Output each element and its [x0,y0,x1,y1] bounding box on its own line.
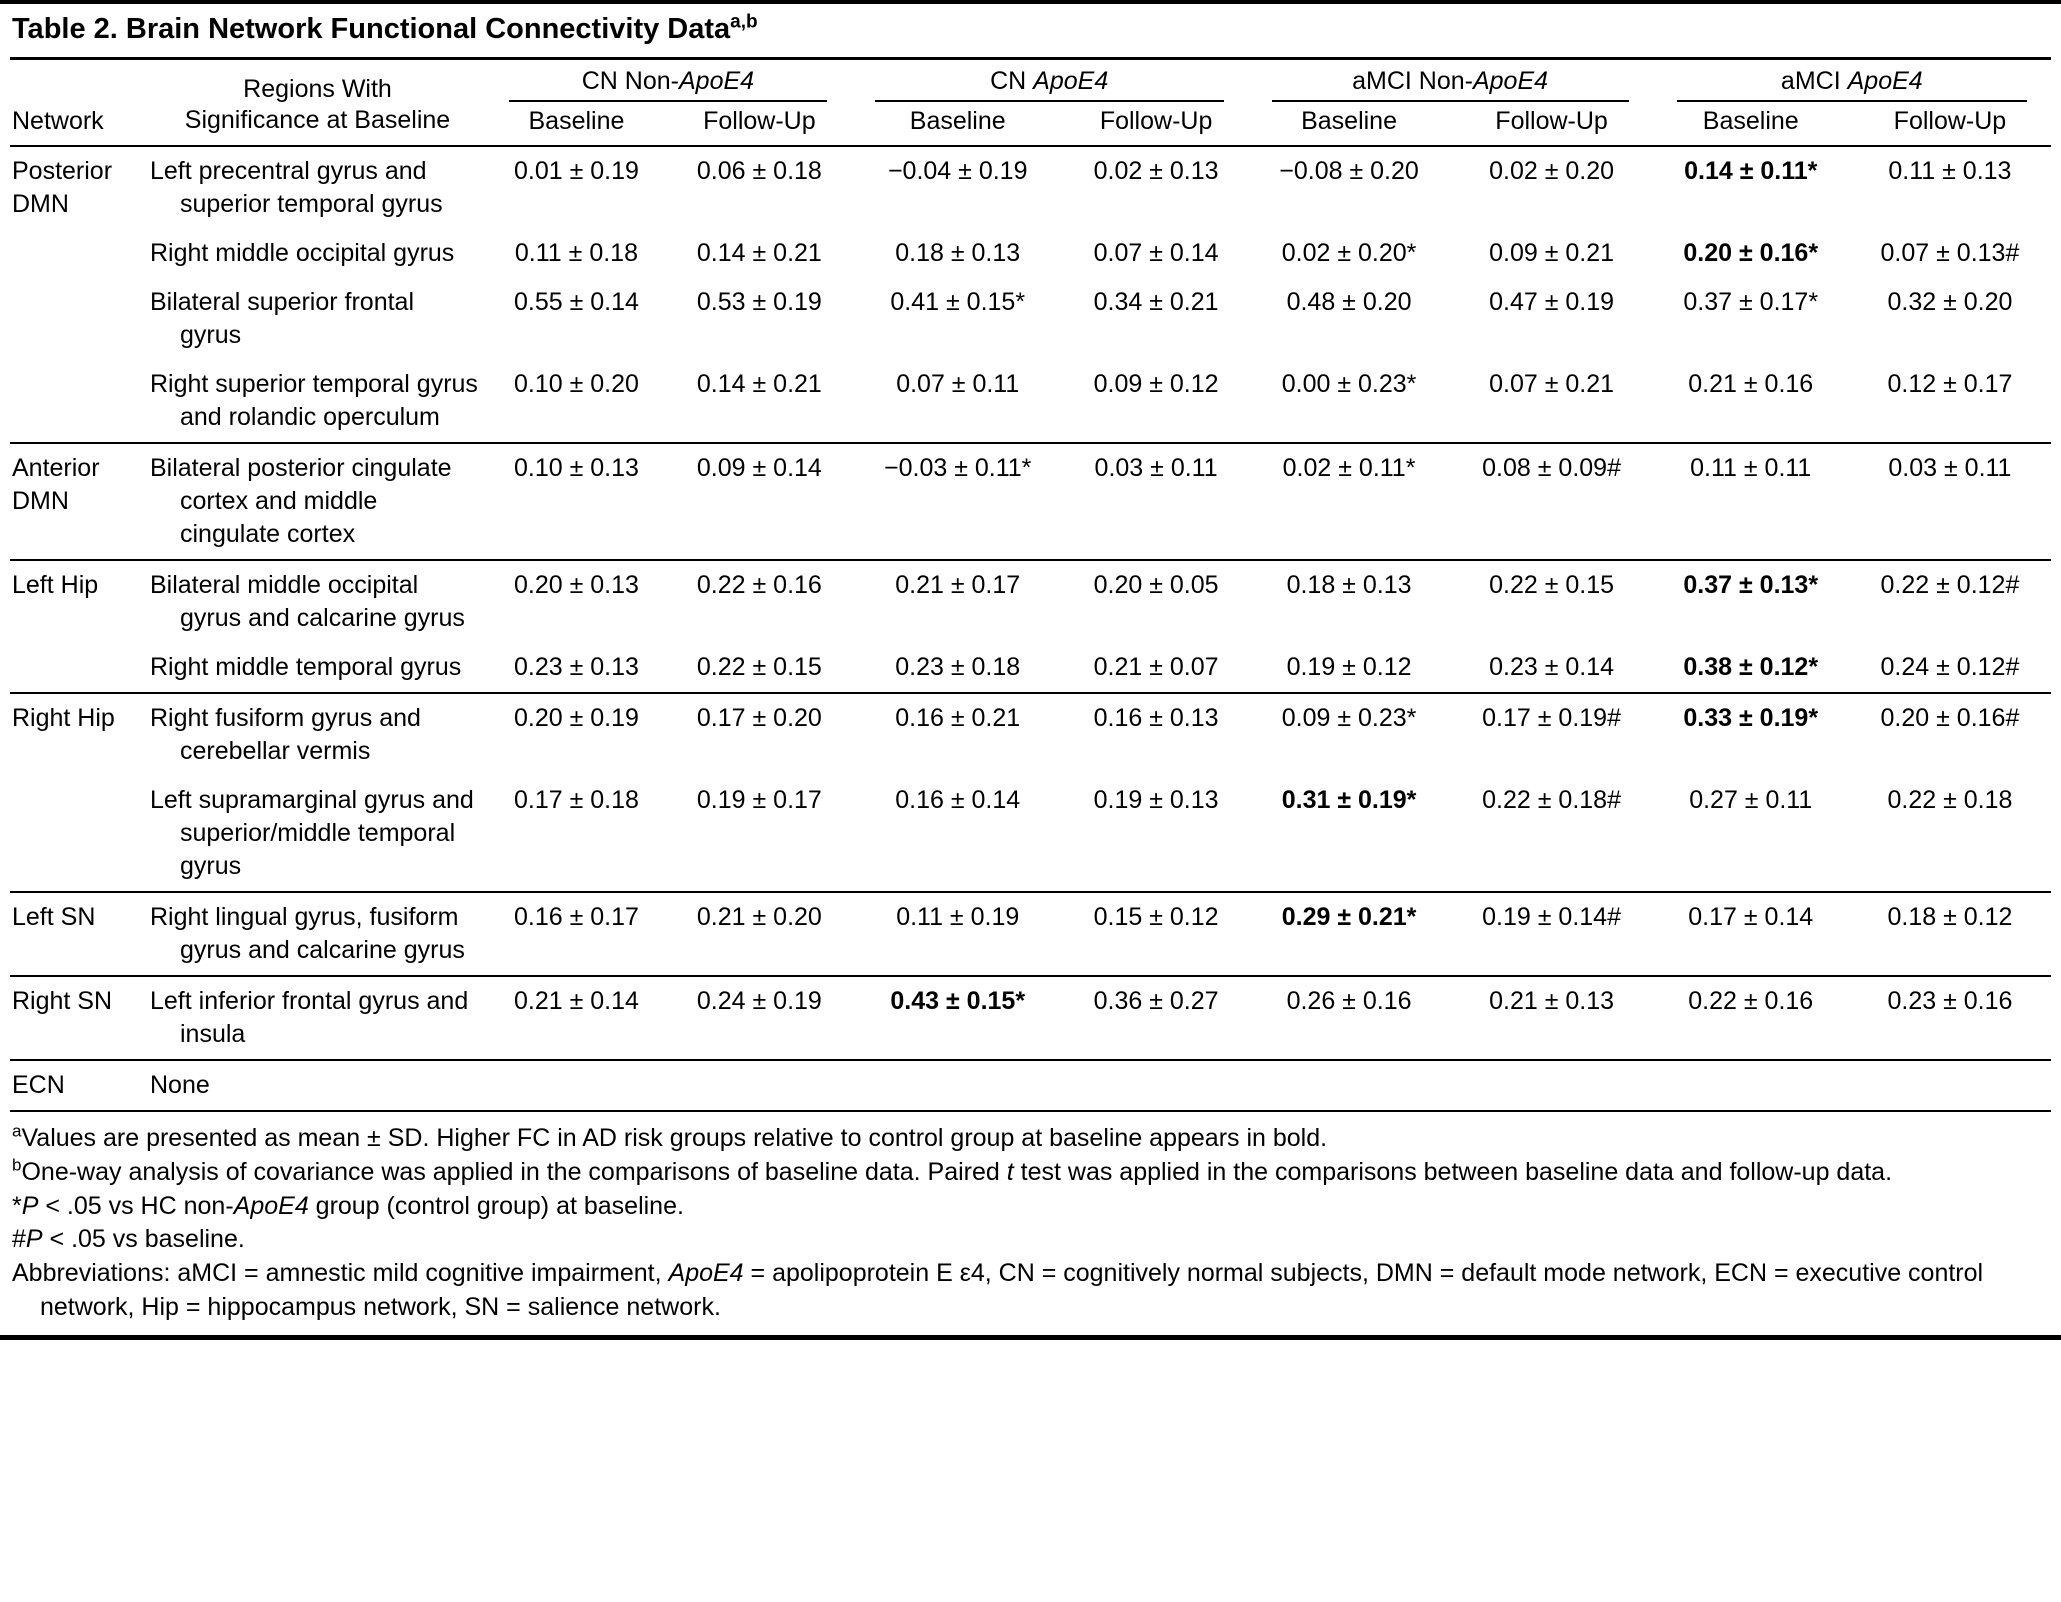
value-cell: 0.31 ± 0.19* [1281,786,1417,814]
value-cell: 0.37 ± 0.17* [1683,288,1819,316]
value-cell: 0.27 ± 0.11 [1689,786,1813,814]
value-cell: 0.23 ± 0.14 [1489,653,1615,681]
region-text: Bilateral superior frontal gyrus [150,288,415,349]
value-cell: 0.17 ± 0.18 [513,786,639,814]
group-header-2 [851,59,1248,103]
col-header-regions [150,59,485,147]
table-row [10,643,2051,693]
value-cell: 0.55 ± 0.14 [513,288,639,316]
connectivity-table [10,57,2051,1112]
footnote-2: $^b$One-way analysis of covariance was applied in the comparisons of baseline data. Paired t test was applied in the comparisons between baseline data and follow-up data. [12,1155,1893,1186]
value-cell: 0.23 ± 0.13 [513,653,639,681]
value-cell: 0.20 ± 0.05 [1065,560,1248,643]
value-cell: 0.02 ± 0.11* [1248,443,1451,560]
value-cell [1849,1060,2051,1111]
col-header-regions-line2: Significance at Baseline [184,105,451,134]
value-cell: 0.22 ± 0.15 [696,653,822,681]
footnote-3: *P < .05 vs HC non-ApoE4 group (control group) at baseline. [12,1191,684,1220]
table-title-text: Table 2. Brain Network Functional Connectivity Data [12,13,731,45]
group-header-label: aMCI Non-ApoE4 [1272,67,1629,102]
footnote-5: Abbreviations: aMCI = amnestic mild cognitive impairment, ApoE4 = apolipoprotein E ε4, CN = cognitively normal subjects, DMN = default mode network, ECN = executive control network, Hip = hippocampus network, SN = salience network. [12,1259,1984,1321]
value-cell: −0.03 ± 0.11* [851,443,1065,560]
subheader-follow-up: Follow-Up [1849,102,2051,146]
table-row [10,146,2051,229]
value-cell: 0.11 ± 0.13 [1888,157,2012,185]
group-header-label: aMCI ApoE4 [1677,67,2027,102]
network-cell: ECN [10,1060,150,1111]
value-cell: 0.11 ± 0.19 [851,892,1065,976]
table-row [10,443,2051,560]
value-cell: 0.14 ± 0.11* [1684,157,1818,185]
value-cell: 0.21 ± 0.17 [851,560,1065,643]
value-cell: 0.20 ± 0.13 [485,560,668,643]
value-cell: 0.11 ± 0.11 [1653,443,1849,560]
value-cell: 0.10 ± 0.20 [513,370,639,398]
region-cell [150,560,485,643]
table-header [10,59,2051,147]
table-title-superscript: a,b [730,11,758,33]
region-cell [150,360,485,443]
value-cell: 0.47 ± 0.19 [1489,288,1615,316]
region-cell [150,1060,485,1111]
value-cell: 0.03 ± 0.11 [1065,443,1248,560]
subheader-baseline: Baseline [1653,102,1849,146]
subheader-baseline: Baseline [1248,102,1451,146]
table-row [10,776,2051,892]
region-text: Left inferior frontal gyrus and insula [150,987,469,1048]
region-text: Right middle temporal gyrus [150,653,462,681]
value-cell: 0.24 ± 0.19 [668,976,851,1060]
group-header-4 [1653,59,2051,103]
value-cell: 0.22 ± 0.15 [1451,560,1653,643]
value-cell: 0.17 ± 0.19# [1451,693,1653,776]
region-cell [150,693,485,776]
value-cell [668,1060,851,1111]
value-cell: 0.03 ± 0.11 [1849,443,2051,560]
subheader-baseline: Baseline [485,102,668,146]
value-cell [1248,1060,1451,1111]
value-cell: 0.07 ± 0.14 [1093,239,1219,267]
group-header-1 [485,59,851,103]
subheader-baseline: Baseline [851,102,1065,146]
group-header-row [10,59,2051,103]
group-header-label: CN Non-ApoE4 [509,67,827,102]
value-cell: 0.23 ± 0.18 [895,653,1021,681]
value-cell: 0.07 ± 0.13# [1880,239,2020,267]
region-text: Left supramarginal gyrus and superior/middle temporal gyrus [150,786,474,880]
value-cell: 0.09 ± 0.12 [1093,370,1219,398]
value-cell: 0.07 ± 0.11 [896,370,1020,398]
group-header-3 [1248,59,1653,103]
value-cell: 0.26 ± 0.16 [1248,976,1451,1060]
value-cell: 0.17 ± 0.20 [668,693,851,776]
footnotes [10,1112,2051,1335]
value-cell: 0.11 ± 0.18 [514,239,638,267]
value-cell: 0.14 ± 0.21 [696,370,822,398]
value-cell: 0.02 ± 0.20 [1489,157,1615,185]
col-header-regions-line1: Regions With [243,74,392,103]
value-cell: 0.07 ± 0.21 [1489,370,1615,398]
region-text: None [150,1071,210,1099]
value-cell: 0.37 ± 0.13* [1653,560,1849,643]
subheader-follow-up: Follow-Up [668,102,851,146]
region-text: Right superior temporal gyrus and rolandic operculum [150,370,478,431]
value-cell: 0.18 ± 0.12 [1849,892,2051,976]
region-cell [150,229,485,278]
value-cell: 0.18 ± 0.13 [1248,560,1451,643]
value-cell: 0.22 ± 0.16 [1653,976,1849,1060]
value-cell: 0.48 ± 0.20 [1286,288,1412,316]
region-text: Right middle occipital gyrus [150,239,455,267]
value-cell: 0.00 ± 0.23* [1281,370,1417,398]
value-cell: 0.16 ± 0.21 [851,693,1065,776]
network-cell: Posterior DMN [12,157,113,218]
col-header-network: Network [10,59,150,147]
table-row [10,1060,2051,1111]
value-cell: 0.21 ± 0.07 [1093,653,1219,681]
value-cell: 0.08 ± 0.09# [1451,443,1653,560]
network-cell: Left Hip [10,560,150,693]
value-cell: 0.09 ± 0.14 [668,443,851,560]
region-text: Right fusiform gyrus and cerebellar vermis [150,704,421,765]
region-text: Bilateral middle occipital gyrus and calcarine gyrus [150,571,465,632]
table-body [10,146,2051,1111]
value-cell: 0.06 ± 0.18 [696,157,822,185]
region-cell [150,776,485,892]
value-cell: 0.41 ± 0.15* [890,288,1026,316]
value-cell: 0.34 ± 0.21 [1093,288,1219,316]
value-cell: 0.15 ± 0.12 [1065,892,1248,976]
region-cell [150,892,485,976]
value-cell: 0.53 ± 0.19 [696,288,822,316]
network-cell: Right SN [10,976,150,1060]
network-cell: Left SN [10,892,150,976]
value-cell: 0.14 ± 0.21 [696,239,822,267]
region-text: Right lingual gyrus, fusiform gyrus and calcarine gyrus [150,903,465,964]
value-cell: −0.08 ± 0.20 [1279,157,1419,185]
value-cell: 0.02 ± 0.20* [1281,239,1417,267]
value-cell: 0.23 ± 0.16 [1849,976,2051,1060]
value-cell [1451,1060,1653,1111]
value-cell: 0.22 ± 0.16 [668,560,851,643]
value-cell: 0.22 ± 0.12# [1849,560,2051,643]
value-cell [485,1060,668,1111]
value-cell: 0.18 ± 0.13 [895,239,1021,267]
value-cell: 0.01 ± 0.19 [513,157,639,185]
value-cell: 0.16 ± 0.17 [485,892,668,976]
value-cell: 0.17 ± 0.14 [1653,892,1849,976]
region-cell [150,643,485,693]
value-cell: 0.16 ± 0.14 [895,786,1021,814]
region-text: Left precentral gyrus and superior temporal gyrus [150,157,443,218]
value-cell: 0.29 ± 0.21* [1248,892,1451,976]
value-cell: 0.19 ± 0.14# [1451,892,1653,976]
value-cell: 0.19 ± 0.12 [1286,653,1412,681]
table-row [10,560,2051,643]
value-cell: 0.22 ± 0.18 [1887,786,2013,814]
value-cell: 0.38 ± 0.12* [1683,653,1819,681]
region-cell [150,146,485,229]
region-cell [150,278,485,360]
table-row [10,693,2051,776]
region-cell [150,976,485,1060]
value-cell: 0.10 ± 0.13 [485,443,668,560]
table-row [10,278,2051,360]
value-cell: 0.19 ± 0.13 [1093,786,1219,814]
table-title [10,4,2051,57]
value-cell: 0.21 ± 0.20 [668,892,851,976]
value-cell [1653,1060,1849,1111]
value-cell: 0.09 ± 0.23* [1248,693,1451,776]
footnote-4: #P < .05 vs baseline. [12,1225,245,1254]
value-cell: 0.12 ± 0.17 [1887,370,2013,398]
value-cell: 0.22 ± 0.18# [1482,786,1621,814]
network-cell: Anterior DMN [10,443,150,560]
subheader-follow-up: Follow-Up [1065,102,1248,146]
value-cell [851,1060,1065,1111]
footnote-1: $^a$Values are presented as mean ± SD. Higher FC in AD risk groups relative to control group at baseline appears in bold. [12,1121,1328,1152]
region-cell [150,443,485,560]
value-cell: 0.32 ± 0.20 [1887,288,2013,316]
value-cell: 0.21 ± 0.14 [485,976,668,1060]
group-header-label: CN ApoE4 [875,67,1224,102]
value-cell: 0.36 ± 0.27 [1065,976,1248,1060]
table-row [10,976,2051,1060]
value-cell: 0.24 ± 0.12# [1880,653,2020,681]
value-cell: 0.02 ± 0.13 [1093,157,1219,185]
value-cell: 0.21 ± 0.16 [1688,370,1814,398]
value-cell [1065,1060,1248,1111]
value-cell: 0.16 ± 0.13 [1065,693,1248,776]
value-cell: 0.33 ± 0.19* [1653,693,1849,776]
value-cell: 0.20 ± 0.19 [485,693,668,776]
network-cell: Right Hip [10,693,150,892]
value-cell: −0.04 ± 0.19 [887,157,1028,185]
table-row [10,892,2051,976]
value-cell: 0.20 ± 0.16# [1849,693,2051,776]
table-row [10,229,2051,278]
region-text: Bilateral posterior cingulate cortex and middle cingulate cortex [150,454,452,548]
value-cell: 0.20 ± 0.16* [1683,239,1819,267]
subheader-follow-up: Follow-Up [1451,102,1653,146]
value-cell: 0.19 ± 0.17 [696,786,822,814]
table-row [10,360,2051,443]
value-cell: 0.21 ± 0.13 [1451,976,1653,1060]
value-cell: 0.43 ± 0.15* [851,976,1065,1060]
value-cell: 0.09 ± 0.21 [1489,239,1615,267]
